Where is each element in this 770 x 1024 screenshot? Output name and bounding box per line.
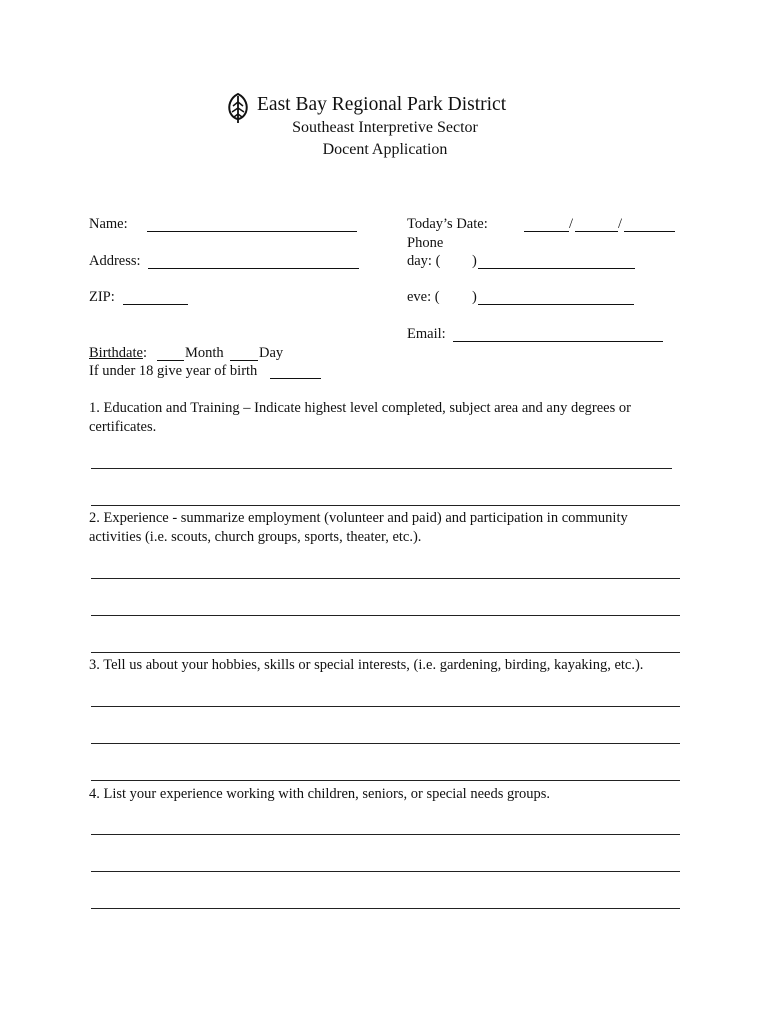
answer-line[interactable] [91,652,680,653]
todays-date-label: Today’s Date: [407,216,488,232]
month-label: Month [185,345,224,361]
name-field[interactable] [147,218,357,232]
answer-line[interactable] [91,908,680,909]
birthdate-colon: : [142,345,147,361]
answer-line[interactable] [91,615,680,616]
birthdate-row [89,345,147,362]
date-month-field[interactable] [524,218,569,232]
date-year-field[interactable] [624,218,675,232]
date-slash: / [618,216,623,232]
birthdate-label: Birthdate [89,345,143,361]
answer-line[interactable] [91,505,680,506]
question-4: 4. List your experience working with children, seniors, or special needs groups. [89,786,551,802]
eve-area-code-field[interactable] [450,291,470,304]
answer-line[interactable] [91,578,680,579]
zip-field[interactable] [123,291,188,305]
zip-label: ZIP: [89,289,115,305]
sector-subtitle: Southeast Interpretive Sector [292,119,478,136]
birth-month-field[interactable] [157,347,184,361]
day-area-code-field[interactable] [450,255,470,268]
question-3: 3. Tell us about your hobbies, skills or special interests, (i.e. gardening, birding, kayaking, etc.). [89,657,644,673]
birth-day-field[interactable] [230,347,258,361]
answer-line[interactable] [91,834,680,835]
eve-phone-field[interactable] [478,291,634,305]
organization-title: East Bay Regional Park District [257,94,507,115]
question-2: 2. Experience - summarize employment (volunteer and paid) and participation in community activities (i.e. scouts, church groups, sports, theater, etc.). [89,510,628,545]
phone-label: Phone [407,235,444,251]
address-label: Address: [89,253,141,269]
question-1: 1. Education and Training – Indicate highest level completed, subject area and any degrees or certificates. [89,400,631,435]
birth-year-field[interactable] [270,365,321,379]
eve-paren-close: ) [472,289,477,305]
day-phone-field[interactable] [478,255,635,269]
answer-line[interactable] [91,743,680,744]
name-label: Name: [89,216,128,232]
answer-line[interactable] [91,706,680,707]
day-paren-close: ) [472,253,477,269]
day-label: Day [259,345,284,361]
answer-line[interactable] [91,780,680,781]
email-label: Email: [407,326,446,342]
under18-label: If under 18 give year of birth [89,363,258,379]
date-slash: / [569,216,574,232]
address-field[interactable] [148,255,359,269]
date-day-field[interactable] [575,218,618,232]
email-field[interactable] [453,328,663,342]
eve-phone-label: eve: ( [407,289,440,305]
form-title: Docent Application [322,141,448,158]
answer-line[interactable] [91,468,672,469]
answer-line[interactable] [91,871,680,872]
day-phone-label: day: ( [407,253,441,269]
